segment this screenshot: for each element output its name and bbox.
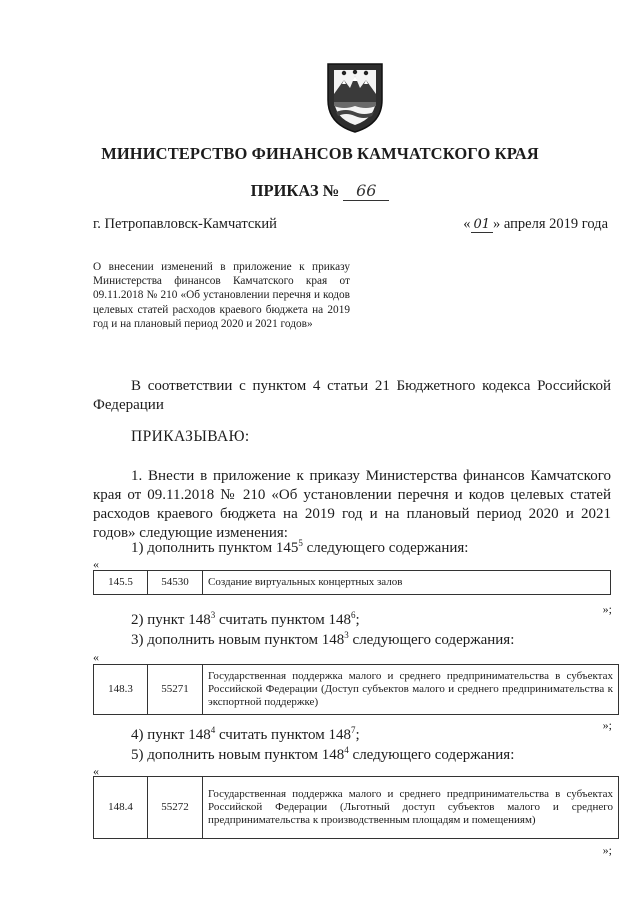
item-text: считать пунктом 148 [215, 727, 351, 743]
ministry-heading: МИНИСТЕРСТВО ФИНАНСОВ КАМЧАТСКОГО КРАЯ [101, 144, 539, 163]
list-item-3 [131, 632, 514, 649]
list-item-4 [131, 727, 360, 744]
date-rest: » апреля 2019 года [493, 216, 608, 232]
date-day: 01 [471, 217, 494, 233]
amendment-table-3 [93, 776, 619, 839]
item-text: 3) дополнить новым пунктом 148 [131, 632, 345, 648]
item-superscript: 6 [351, 610, 356, 620]
item-superscript: 4 [344, 745, 349, 755]
order-subject: О внесении изменений в приложение к приказу Министерства финансов Камчатского края от 09.11.2018 № 210 «Об установлении перечня и кодов целевых статей расходов краевого бюджета на 2019 год и на плановый период 2020 и 2021 годов» [93, 261, 350, 330]
item-text: следующего содержания: [348, 747, 515, 763]
table-cell-code: 55271 [148, 665, 203, 715]
preamble-paragraph: В соответствии с пунктом 4 статьи 21 Бюджетного кодекса Российской Федерации [93, 378, 611, 413]
item-superscript: 3 [210, 610, 216, 620]
order-title [0, 181, 640, 201]
table-row [94, 571, 611, 595]
quote-open: « [93, 557, 99, 571]
item-superscript: 7 [351, 725, 356, 735]
quote-close: »; [602, 718, 612, 732]
item-text: следующего содержания: [348, 632, 515, 648]
list-item-5 [131, 747, 514, 764]
item-superscript: 4 [210, 725, 216, 735]
item-text: считать пунктом 148 [215, 612, 351, 628]
orders-heading: ПРИКАЗЫВАЮ: [131, 428, 250, 445]
table-cell-number: 145.5 [94, 571, 148, 595]
item-text: 4) пункт 148 [131, 727, 211, 743]
item-text: 5) дополнить новым пунктом 148 [131, 747, 345, 763]
quote-open: « [93, 764, 99, 778]
order-number: 66 [343, 181, 389, 201]
quote-open: « [93, 650, 99, 664]
date-line [463, 216, 608, 233]
list-item-1 [131, 540, 468, 557]
table-row [94, 777, 619, 839]
table-cell-number: 148.3 [94, 665, 148, 715]
item-text: 2) пункт 148 [131, 612, 211, 628]
table-cell-text: Государственная поддержка малого и среднего предпринимательства в субъектах Российской Федерации (Доступ субъектов малого и среднего предпринимательства к экспортной поддержке) [203, 665, 619, 715]
table-cell-number: 148.4 [94, 777, 148, 839]
item-text: 1) дополнить пунктом 145 [131, 540, 299, 556]
amendment-table-1 [93, 570, 611, 595]
quote-close: »; [602, 843, 612, 857]
item-superscript: 3 [344, 630, 349, 640]
item-text: ; [355, 612, 360, 628]
paragraph-1: 1. Внести в приложение к приказу Министерства финансов Камчатского края от 09.11.2018 № 210 «Об установлении перечня и кодов целевых статей расходов краевого бюджета на 2019 год и на плановый период 2020 и 2021 годов» следующие изменения: [93, 468, 611, 541]
city-line: г. Петропавловск-Камчатский [93, 216, 277, 232]
list-item-2 [131, 612, 360, 629]
item-text: следующего содержания: [302, 540, 469, 556]
kamchatka-coat-of-arms-icon [322, 58, 388, 134]
item-text: ; [355, 727, 360, 743]
order-label: ПРИКАЗ № [250, 181, 340, 200]
table-cell-text: Государственная поддержка малого и среднего предпринимательства в субъектах Российской Федерации (Льготный доступ субъектов малого и среднего предпринимательства к производственным площадям и помещениям) [203, 777, 619, 839]
date-quote-open: « [463, 216, 471, 232]
table-cell-code: 54530 [148, 571, 203, 595]
table-row [94, 665, 619, 715]
table-cell-text: Создание виртуальных концертных залов [203, 571, 611, 595]
table-cell-code: 55272 [148, 777, 203, 839]
quote-close: »; [602, 602, 612, 616]
item-superscript: 5 [298, 538, 303, 548]
amendment-table-2 [93, 664, 619, 715]
